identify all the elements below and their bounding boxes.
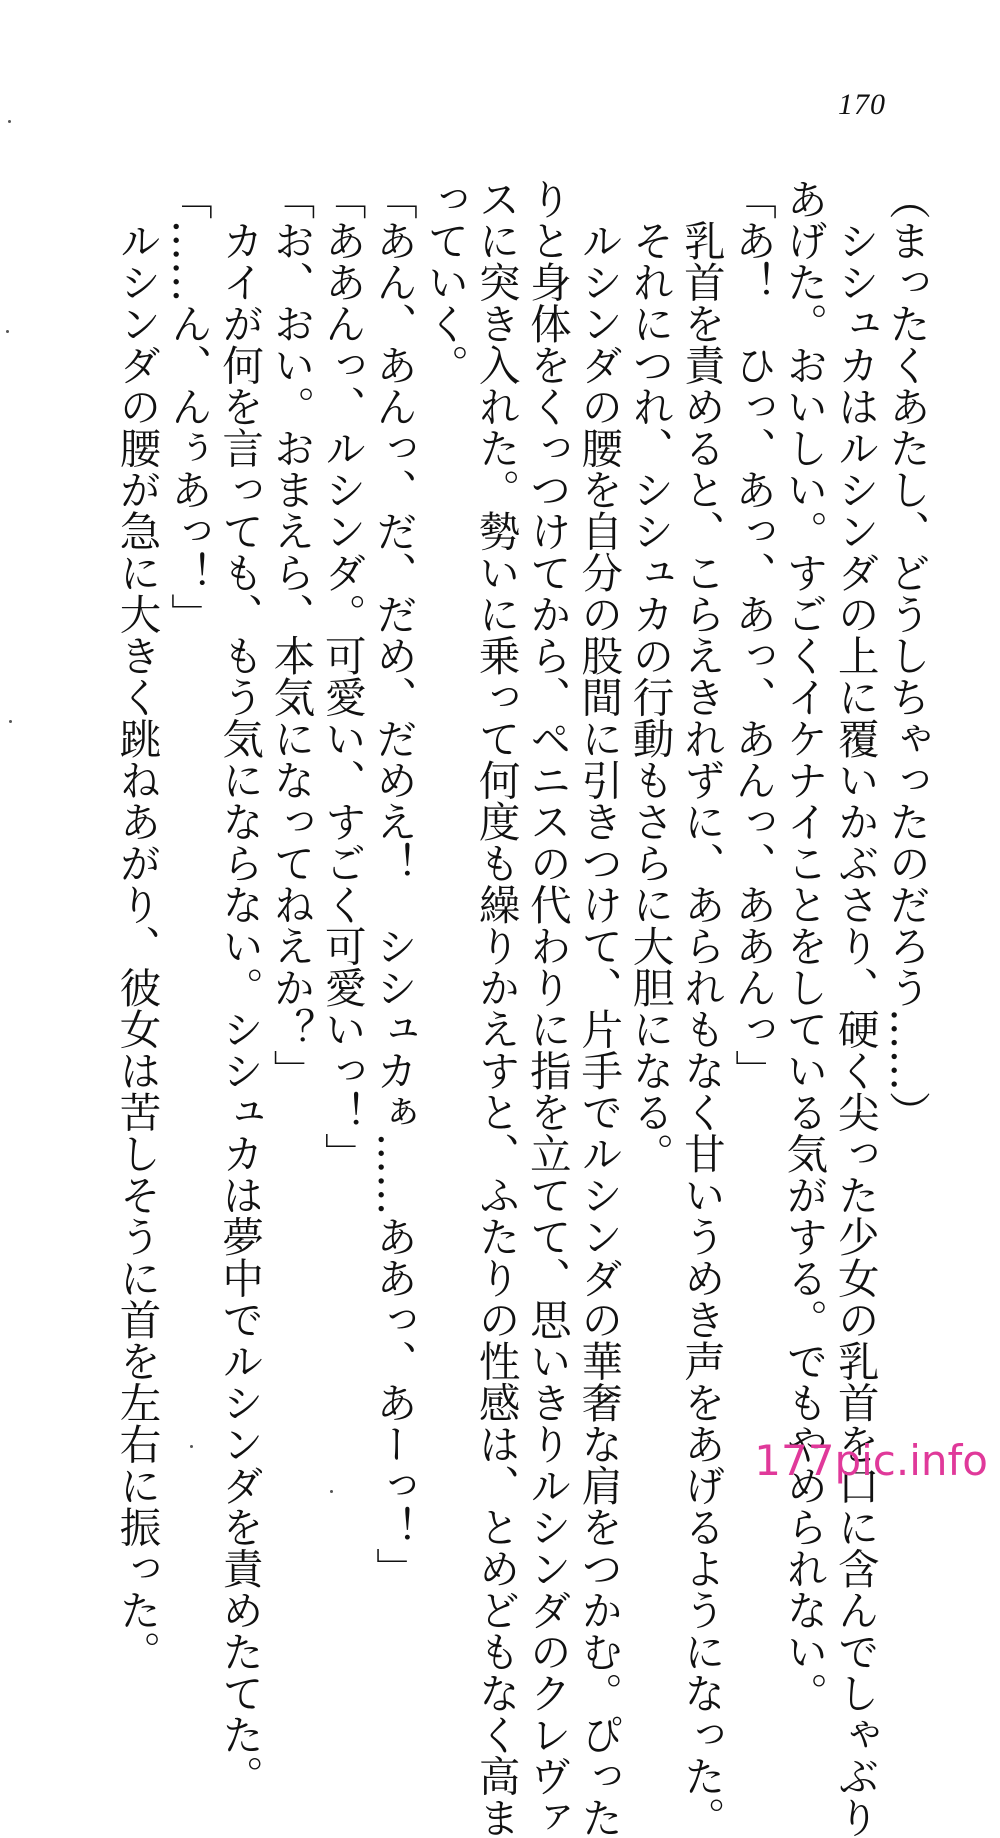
scan-speck <box>9 720 12 723</box>
text-line: スに突き入れた。勢いに乗って何度も繰りかえすと、ふたりの性感は、とめどもなく高ま <box>471 178 521 1838</box>
text-line: 乳首を責めると、こらえきれずに、あられもなく甘いうめき声をあげるようになった。 <box>676 178 726 1838</box>
watermark-logo: 177pic.info <box>754 1436 988 1485</box>
text-line: っていく。 <box>420 178 470 386</box>
text-line: ルシンダの腰が急に大きく跳ねあがり、彼女は苦しそうに首を左右に振った。 <box>112 178 162 1672</box>
text-line: 「ああんっ、ルシンダ。可愛い、すごく可愛いっ！」 <box>317 178 367 1174</box>
scan-speck <box>330 1490 333 1493</box>
text-line: カイが何を言っても、もう気にならない。シシュカは夢中でルシンダを責めたてた。 <box>215 178 265 1797</box>
text-line: 「あん、あんっ、だ、だめ、だめえ！ シシュカぁ……ああっ、あーっ！」 <box>369 178 419 1589</box>
text-line: りと身体をくっつけてから、ペニスの代わりに指を立てて、思いきりルシンダのクレヴァ <box>522 178 572 1838</box>
scan-speck <box>190 1445 193 1448</box>
page-number: 170 <box>838 88 886 121</box>
scan-speck <box>6 330 9 333</box>
text-line: シシュカはルシンダの上に覆いかぶさり、硬く尖った少女の乳首を口に含んでしゃぶり <box>830 178 880 1838</box>
text-line: あげた。おいしい。すごくイケナイことをしている気がする。でもやめられない。 <box>779 178 829 1714</box>
text-line: （まったくあたし、どうしちゃったのだろう……） <box>882 178 931 1133</box>
text-line: 「あ！ ひっ、あっ、あっ、あんっ、ああんっ」 <box>728 178 778 1091</box>
text-line: それにつれ、シシュカの行動もさらに大胆になる。 <box>625 178 675 1174</box>
scan-speck <box>8 120 11 123</box>
text-line: 「……ん、んぅあっ！」 <box>163 178 213 635</box>
text-line: ルシンダの腰を自分の股間に引きつけて、片手でルシンダの華奢な肩をつかむ。ぴった <box>574 178 624 1838</box>
text-line: 「お、おい。おまえら、本気になってねえか？」 <box>266 178 316 1091</box>
